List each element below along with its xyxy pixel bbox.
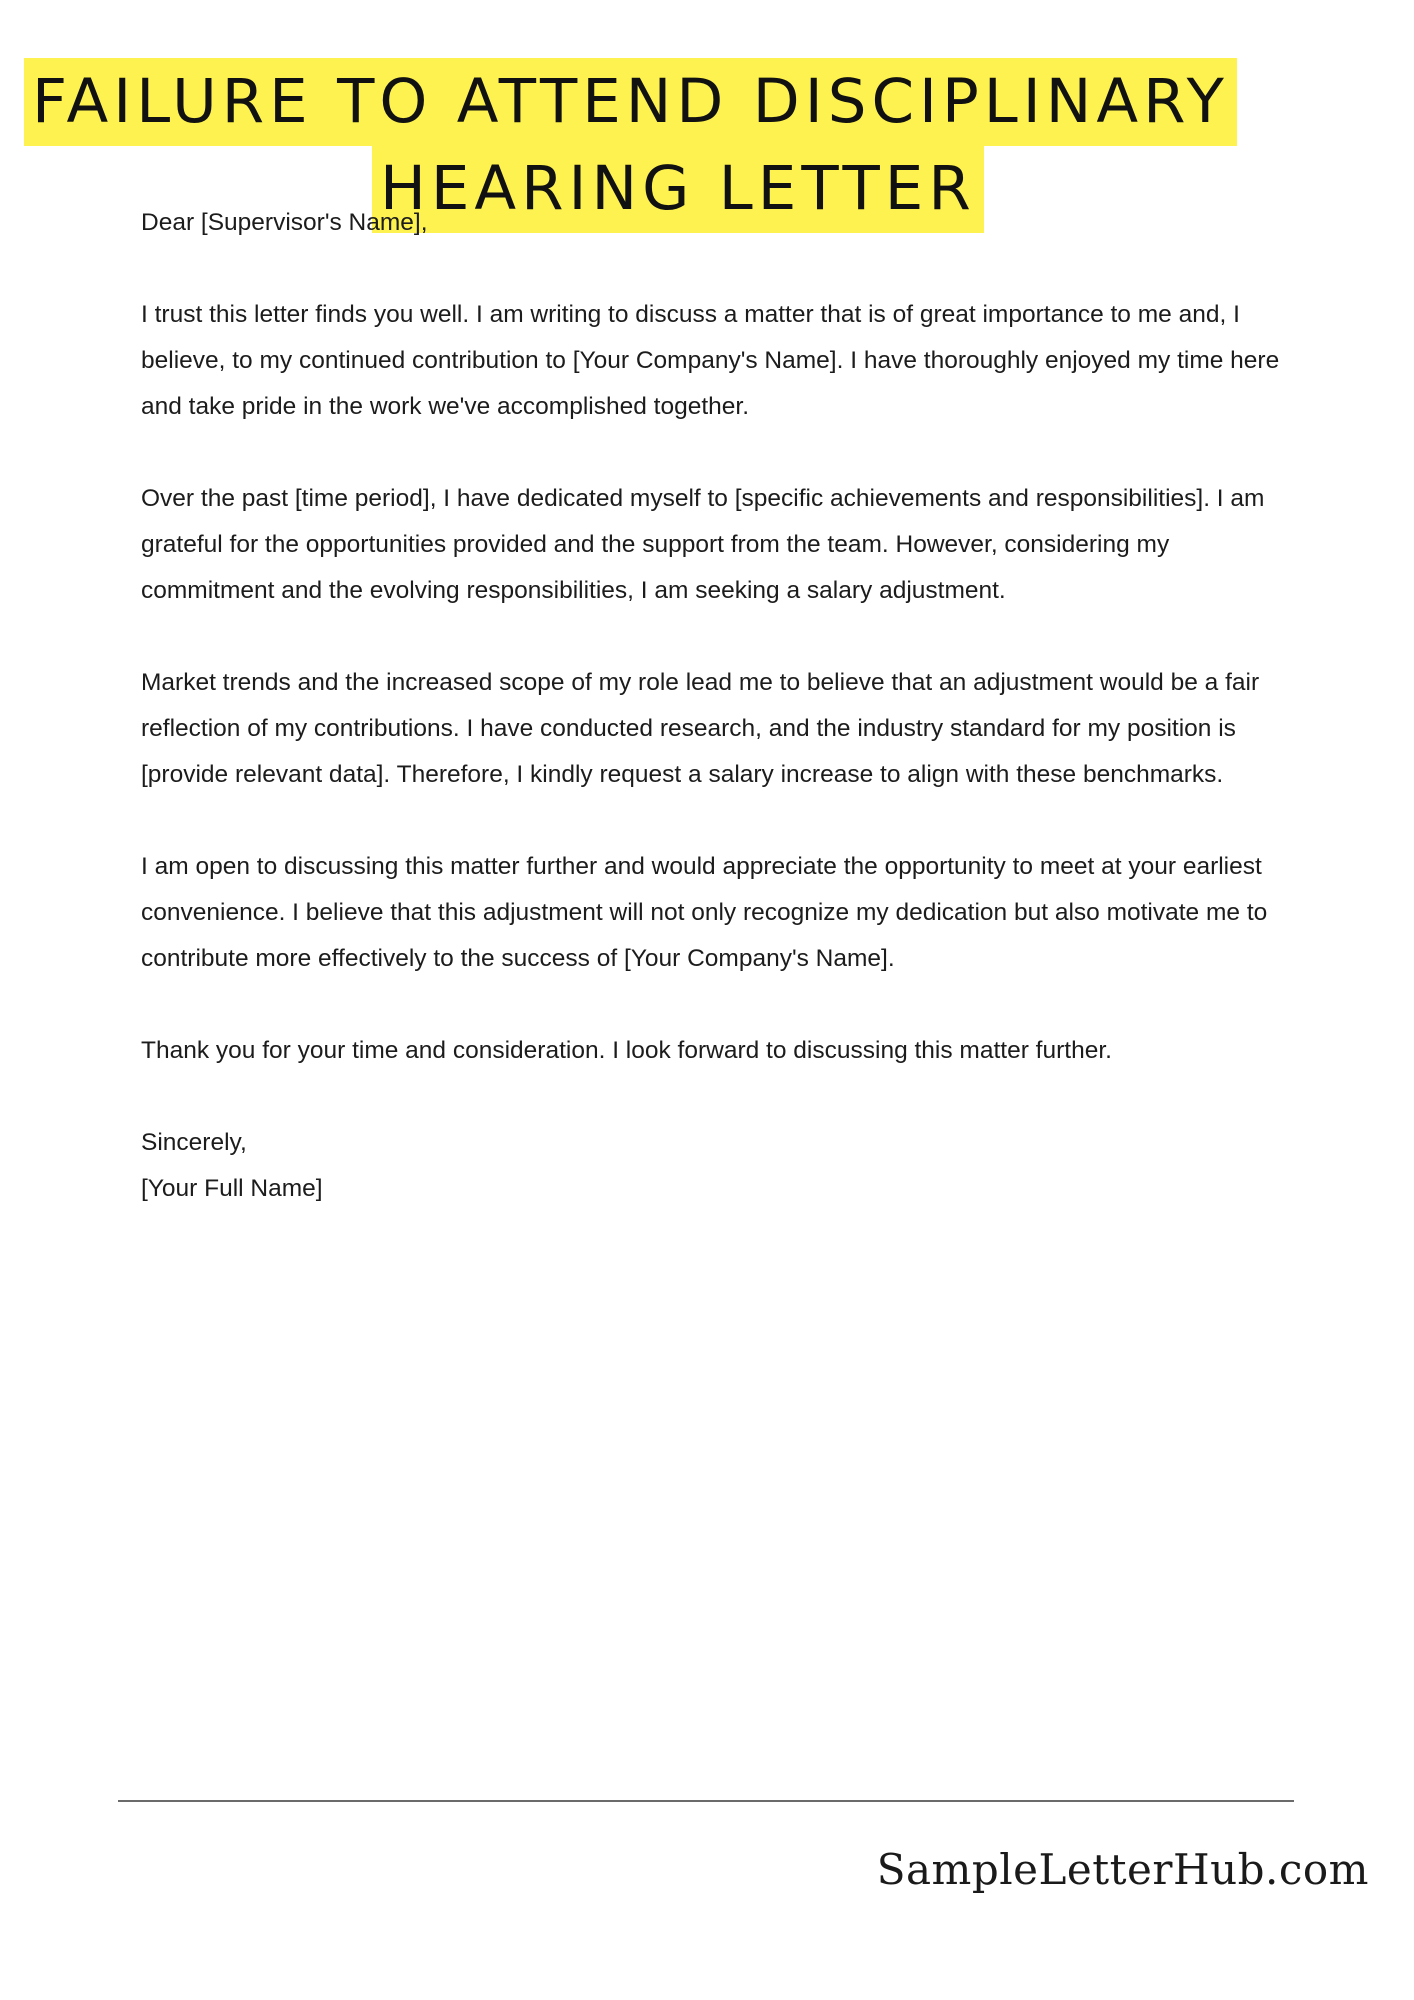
signature: [Your Full Name]	[141, 1175, 323, 1202]
paragraph-4: I am open to discussing this matter further and would appreciate the opportunity to meet at your earliest convenience. I believe that this adjustment will not only recognize my dedication but also motivate me to contribute more effectively to the success of [Your Company's Name].	[141, 853, 1268, 972]
footer-divider	[118, 1800, 1294, 1802]
title-line-1: FAILURE TO ATTEND DISCIPLINARY	[24, 58, 1237, 146]
closing-block	[141, 1120, 1291, 1212]
paragraph-1: I trust this letter finds you well. I am writing to discuss a matter that is of great importance to me and, I believe, to my continued contribution to [Your Company's Name]. I have thoroughly enjoyed my time here and take pride in the work we've accomplished together.	[141, 301, 1280, 420]
paragraph-2: Over the past [time period], I have dedicated myself to [specific achievements and responsibilities]. I am grateful for the opportunities provided and the support from the team. However, considering my commitment and the evolving responsibilities, I am seeking a salary adjustment.	[141, 485, 1265, 604]
paragraph-3: Market trends and the increased scope of my role lead me to believe that an adjustment would be a fair reflection of my contributions. I have conducted research, and the industry standard for my position is [provide relevant data]. Therefore, I kindly request a salary increase to align with these benchmarks.	[141, 669, 1260, 788]
letter-body	[141, 200, 1291, 1212]
brand-logo: SampleLetterHub.com	[876, 1845, 1369, 1894]
title-line-2: HEARING LETTER	[372, 145, 984, 233]
closing: Sincerely,	[141, 1129, 247, 1156]
paragraph-5: Thank you for your time and consideration. I look forward to discussing this matter further.	[141, 1037, 1112, 1064]
salutation: Dear [Supervisor's Name],	[141, 209, 428, 236]
